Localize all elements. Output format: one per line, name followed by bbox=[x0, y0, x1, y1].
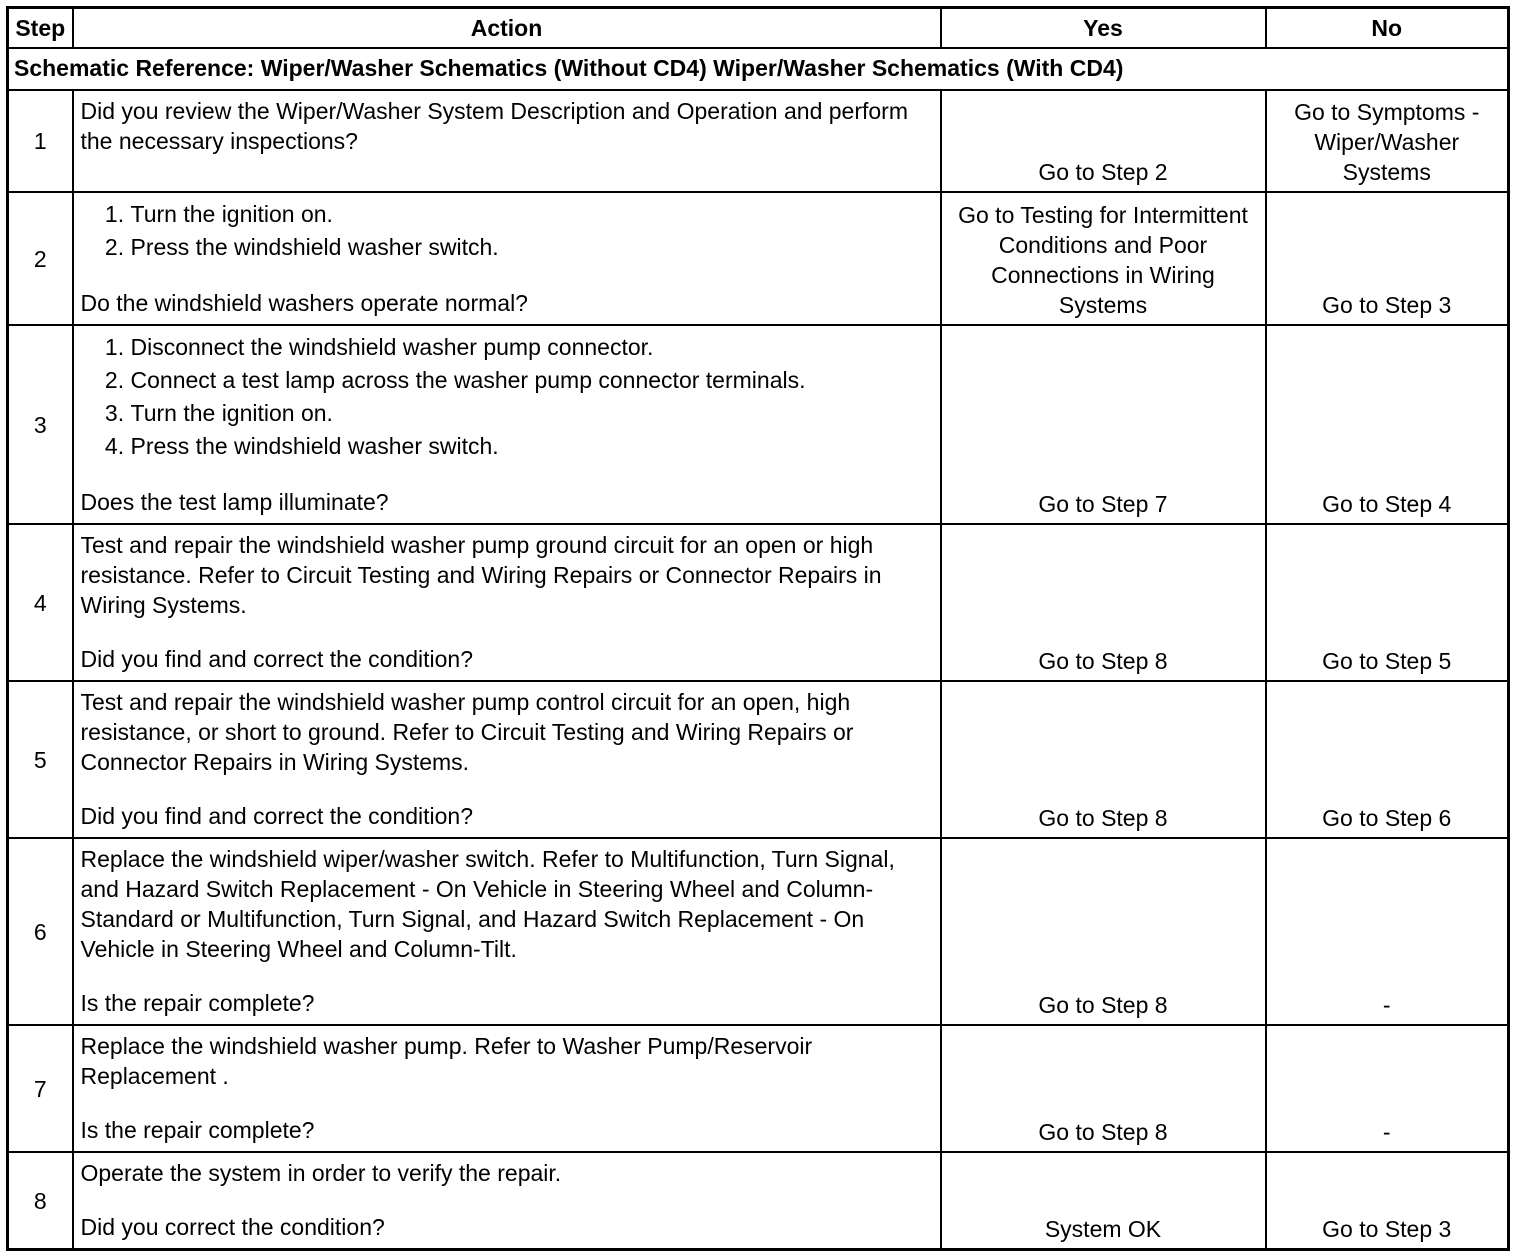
step-number: 2 bbox=[8, 192, 73, 325]
yes-result: Go to Step 7 bbox=[941, 325, 1266, 524]
yes-result: Go to Step 8 bbox=[941, 524, 1266, 681]
table-row bbox=[8, 90, 1509, 192]
action-list bbox=[81, 198, 934, 264]
step-number: 7 bbox=[8, 1025, 73, 1152]
action-cell bbox=[73, 838, 941, 1025]
yes-result: Go to Testing for Intermittent Conditions and Poor Connections in Wiring Systems bbox=[941, 192, 1266, 325]
action-question: Did you find and correct the condition? bbox=[80, 803, 474, 829]
no-result: Go to Step 5 bbox=[1266, 524, 1509, 681]
no-result: - bbox=[1266, 1025, 1509, 1152]
header-no: No bbox=[1266, 8, 1509, 49]
no-result: Go to Step 4 bbox=[1266, 325, 1509, 524]
step-number: 6 bbox=[8, 838, 73, 1025]
no-result: Go to Step 3 bbox=[1266, 1152, 1509, 1250]
action-question: Did you correct the condition? bbox=[80, 1214, 385, 1240]
header-step: Step bbox=[8, 8, 73, 49]
action-question: Is the repair complete? bbox=[80, 990, 315, 1016]
table-row bbox=[8, 681, 1509, 838]
header-action: Action bbox=[73, 8, 941, 49]
action-text: Operate the system in order to verify the repair. bbox=[80, 1160, 562, 1186]
table-row bbox=[8, 838, 1509, 1025]
yes-result: Go to Step 8 bbox=[941, 838, 1266, 1025]
yes-result: Go to Step 8 bbox=[941, 1025, 1266, 1152]
action-text: Did you review the Wiper/Washer System Description and Operation and perform the necessary inspections? bbox=[80, 98, 908, 154]
action-cell bbox=[73, 192, 941, 325]
action-text: Replace the windshield wiper/washer switch. Refer to Multifunction, Turn Signal, and Hazard Switch Replacement - On Vehicle in Steering Wheel and Column-Standard or Multifunction, Turn Signal, and Hazard Switch Replacement - On Vehicle in Steering Wheel and Column-Tilt. bbox=[80, 846, 895, 962]
no-result: Go to Step 3 bbox=[1266, 192, 1509, 325]
step-number: 1 bbox=[8, 90, 73, 192]
table-row bbox=[8, 524, 1509, 681]
table-row bbox=[8, 325, 1509, 524]
action-cell bbox=[73, 1025, 941, 1152]
header-row bbox=[8, 8, 1509, 49]
step-number: 5 bbox=[8, 681, 73, 838]
action-text: Test and repair the windshield washer pump control circuit for an open, high resistance, or short to ground. Refer to Circuit Testing and Wiring Repairs or Connector Repairs in Wiring Systems. bbox=[80, 689, 854, 775]
header-yes: Yes bbox=[941, 8, 1266, 49]
list-item: 1. Turn the ignition on. bbox=[131, 198, 934, 231]
action-cell bbox=[73, 325, 941, 524]
table-row bbox=[8, 1025, 1509, 1152]
action-text: Test and repair the windshield washer pump ground circuit for an open or high resistance. Refer to Circuit Testing and Wiring Repairs or Connector Repairs in Wiring Systems. bbox=[80, 532, 882, 618]
action-cell bbox=[73, 681, 941, 838]
no-result: Go to Symptoms - Wiper/Washer Systems bbox=[1266, 90, 1509, 192]
schematic-reference-row bbox=[8, 48, 1509, 90]
yes-result: System OK bbox=[941, 1152, 1266, 1250]
step-number: 8 bbox=[8, 1152, 73, 1250]
list-item: 2. Press the windshield washer switch. bbox=[131, 231, 934, 264]
action-list bbox=[81, 331, 934, 463]
action-question: Does the test lamp illuminate? bbox=[80, 489, 389, 515]
action-question: Is the repair complete? bbox=[80, 1117, 315, 1143]
list-item: 2. Connect a test lamp across the washer pump connector terminals. bbox=[131, 364, 934, 397]
step-number: 4 bbox=[8, 524, 73, 681]
list-item: 4. Press the windshield washer switch. bbox=[131, 430, 934, 463]
step-number: 3 bbox=[8, 325, 73, 524]
list-item: 3. Turn the ignition on. bbox=[131, 397, 934, 430]
action-question: Did you find and correct the condition? bbox=[80, 646, 474, 672]
no-result: Go to Step 6 bbox=[1266, 681, 1509, 838]
action-cell bbox=[73, 90, 941, 192]
action-cell bbox=[73, 1152, 941, 1250]
yes-result: Go to Step 8 bbox=[941, 681, 1266, 838]
action-cell bbox=[73, 524, 941, 681]
action-text: Replace the windshield washer pump. Refer to Washer Pump/Reservoir Replacement . bbox=[80, 1033, 813, 1089]
no-result: - bbox=[1266, 838, 1509, 1025]
list-item: 1. Disconnect the windshield washer pump connector. bbox=[131, 331, 934, 364]
table-row bbox=[8, 192, 1509, 325]
yes-result: Go to Step 2 bbox=[941, 90, 1266, 192]
diagnostic-table bbox=[6, 6, 1510, 1251]
action-question: Do the windshield washers operate normal? bbox=[80, 290, 528, 316]
table-row bbox=[8, 1152, 1509, 1250]
schematic-reference: Schematic Reference: Wiper/Washer Schematics (Without CD4) Wiper/Washer Schematics (With CD4) bbox=[8, 48, 1509, 90]
